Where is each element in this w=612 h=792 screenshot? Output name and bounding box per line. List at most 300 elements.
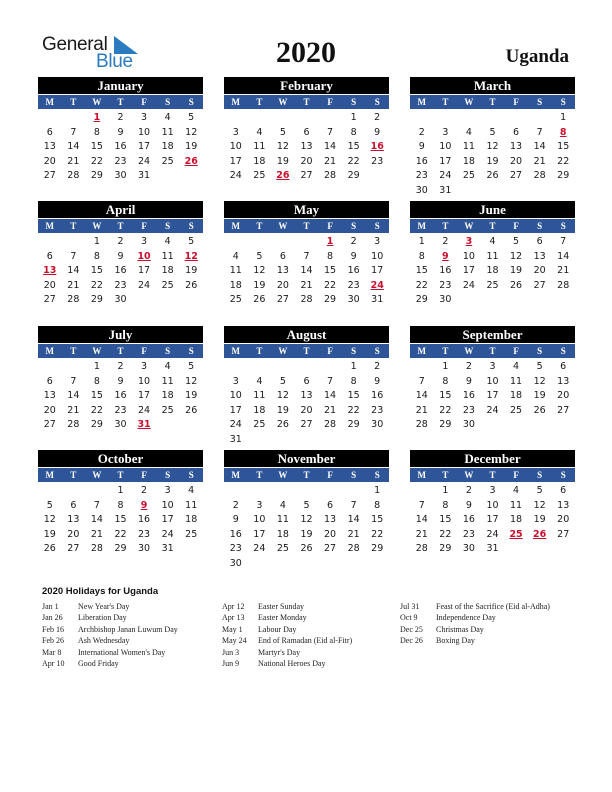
day-cell: 2: [350, 236, 357, 247]
day-cell: 22: [90, 155, 103, 167]
weekday-label: T: [303, 221, 310, 231]
day-cell: 13: [276, 265, 289, 277]
weekday-label: T: [489, 97, 496, 107]
day-cell: 6: [327, 499, 334, 511]
day-cell: 22: [324, 279, 337, 291]
day-cell: 17: [371, 265, 384, 277]
holiday-date: Jun 9: [222, 658, 240, 668]
weekday-label: T: [303, 470, 310, 480]
day-cell: 5: [513, 236, 520, 247]
weekday-label: F: [327, 470, 333, 480]
day-cell: 8: [117, 499, 124, 511]
day-cell: 15: [90, 141, 103, 153]
day-empty: [38, 360, 62, 375]
day-cell: 3: [489, 485, 496, 496]
month-january: [38, 77, 203, 184]
day-cell: 30: [114, 419, 127, 431]
day-empty: [271, 484, 295, 499]
holiday-name: Ash Wednesday: [78, 636, 130, 646]
day-cell: 27: [557, 528, 570, 540]
day-cell: 5: [489, 126, 496, 138]
holidays-column: [222, 601, 352, 669]
weekday-header: [410, 467, 575, 482]
weekday-label: T: [117, 97, 124, 107]
weekday-label: T: [442, 346, 449, 356]
month-august: [224, 326, 389, 448]
holiday-date: Jan 1: [42, 602, 59, 611]
day-cell: 28: [347, 543, 360, 555]
holiday-item: [42, 658, 178, 669]
day-cell: 13: [510, 141, 523, 153]
weekday-label: M: [231, 221, 241, 231]
day-cell: 29: [324, 294, 337, 306]
day-cell: 6: [46, 375, 53, 387]
day-cell: 30: [138, 543, 151, 555]
weekday-label: M: [417, 97, 427, 107]
holiday-name: Liberation Day: [78, 613, 127, 623]
weekday-label: T: [70, 470, 77, 480]
weekday-header: [410, 94, 575, 109]
weekday-label: F: [327, 97, 333, 107]
day-cell: 23: [462, 528, 475, 540]
day-cell: 18: [462, 155, 475, 167]
day-cell: 6: [560, 361, 567, 372]
day-empty: [318, 111, 342, 126]
day-empty: [504, 111, 528, 126]
weekday-header: [38, 94, 203, 109]
day-cell: 13: [300, 390, 313, 402]
day-cell: 17: [161, 514, 174, 526]
day-cell: 19: [510, 265, 523, 277]
day-cell: 11: [486, 250, 499, 262]
day-cell: 30: [114, 170, 127, 182]
weekday-label: S: [537, 221, 543, 231]
day-cell: 16: [114, 390, 127, 402]
day-empty: [318, 360, 342, 375]
day-cell: 2: [465, 485, 472, 496]
day-cell: 11: [510, 499, 523, 511]
holiday-date: Oct 9: [400, 613, 418, 623]
day-cell: 2: [442, 236, 449, 247]
day-cell: 19: [533, 514, 546, 526]
weekday-label: S: [165, 97, 171, 107]
day-cell: 7: [327, 126, 334, 138]
day-cell: 22: [347, 404, 360, 416]
holiday-item: [400, 624, 550, 635]
day-cell: 4: [256, 126, 263, 138]
day-cell: 30: [462, 543, 475, 555]
day-cell: 29: [371, 543, 384, 555]
weekday-label: M: [45, 221, 55, 231]
month-title: November: [224, 450, 389, 467]
weekday-header: [410, 343, 575, 358]
day-cell: 7: [70, 375, 77, 387]
day-cell: 23: [371, 404, 384, 416]
weekday-label: S: [165, 221, 171, 231]
weekday-label: M: [45, 97, 55, 107]
weekday-label: T: [442, 221, 449, 231]
day-cell: 24: [229, 170, 242, 182]
day-cell: 15: [371, 514, 384, 526]
day-cell: 18: [253, 404, 266, 416]
day-cell: 20: [300, 155, 313, 167]
holiday-item: [400, 612, 550, 623]
day-empty: [481, 111, 505, 126]
holiday-date: Mar 8: [42, 647, 62, 657]
day-cell: 26: [486, 170, 499, 182]
day-cell: 25: [185, 528, 198, 540]
day-empty: [38, 111, 62, 126]
day-cell: 30: [462, 419, 475, 431]
day-cell: 8: [442, 499, 449, 511]
day-cell: 10: [371, 250, 384, 262]
weekday-header: [224, 343, 389, 358]
day-cell: 5: [303, 499, 310, 511]
day-cell: 7: [536, 126, 543, 138]
weekday-label: T: [117, 221, 124, 231]
day-cell: 3: [489, 361, 496, 372]
day-cell: 31: [229, 433, 242, 445]
day-cell: 6: [303, 375, 310, 387]
day-cell: 25: [510, 404, 523, 416]
holidays-title: 2020 Holidays for Uganda: [42, 586, 159, 597]
day-cell: 9: [350, 250, 357, 262]
day-cell: 28: [557, 279, 570, 291]
day-cell: 2: [232, 499, 239, 511]
weekday-label: S: [165, 470, 171, 480]
day-cell: 23: [439, 279, 452, 291]
day-empty: [318, 484, 342, 499]
day-cell: 24: [462, 279, 475, 291]
weekday-label: S: [351, 470, 357, 480]
weekday-label: M: [45, 470, 55, 480]
day-cell: 28: [67, 170, 80, 182]
day-cell: 4: [232, 250, 239, 262]
weekday-label: T: [303, 97, 310, 107]
day-cell: 8: [350, 375, 357, 387]
day-cell: 14: [533, 141, 546, 153]
day-cell: 16: [462, 514, 475, 526]
holiday-item: [400, 601, 550, 612]
day-cell: 10: [486, 375, 499, 387]
day-cell: 21: [90, 528, 103, 540]
weekday-header: [410, 218, 575, 233]
day-empty: [62, 360, 86, 375]
day-empty: [38, 484, 62, 499]
day-cell-holiday: 16: [370, 141, 384, 153]
day-empty: [62, 235, 86, 250]
weekday-label: M: [417, 470, 427, 480]
day-cell: 12: [533, 375, 546, 387]
day-cell: 17: [229, 404, 242, 416]
day-cell: 16: [114, 265, 127, 277]
day-cell: 13: [533, 250, 546, 262]
day-cell: 4: [164, 236, 171, 247]
month-title: June: [410, 201, 575, 218]
day-cell: 21: [557, 265, 570, 277]
day-cell: 20: [324, 528, 337, 540]
weekday-label: T: [70, 97, 77, 107]
day-cell: 24: [229, 419, 242, 431]
day-cell: 11: [185, 499, 198, 511]
day-cell: 6: [513, 126, 520, 138]
day-cell: 2: [117, 112, 124, 123]
holiday-date: Jan 26: [42, 613, 63, 623]
day-grid: [224, 360, 389, 448]
day-cell: 1: [560, 112, 567, 123]
day-cell: 5: [536, 361, 543, 372]
day-cell: 18: [161, 265, 174, 277]
day-cell: 6: [70, 499, 77, 511]
day-cell: 11: [253, 141, 266, 153]
day-cell: 27: [43, 170, 56, 182]
day-cell: 21: [67, 404, 80, 416]
weekday-label: S: [351, 346, 357, 356]
day-cell: 8: [374, 499, 381, 511]
day-cell: 2: [374, 361, 381, 372]
weekday-label: S: [374, 470, 380, 480]
day-empty: [248, 235, 272, 250]
weekday-label: S: [560, 470, 566, 480]
weekday-label: S: [374, 346, 380, 356]
month-december: [410, 450, 575, 557]
day-empty: [457, 111, 481, 126]
day-empty: [38, 235, 62, 250]
day-cell: 12: [276, 141, 289, 153]
day-cell: 1: [418, 236, 425, 247]
day-cell: 1: [442, 485, 449, 496]
weekday-label: S: [374, 221, 380, 231]
day-grid: [410, 235, 575, 308]
day-cell: 31: [439, 184, 452, 196]
day-cell-holiday: 3: [465, 236, 473, 247]
day-cell: 28: [300, 294, 313, 306]
day-cell: 28: [415, 419, 428, 431]
day-cell: 14: [347, 514, 360, 526]
weekday-label: S: [374, 97, 380, 107]
weekday-label: W: [278, 97, 288, 107]
day-grid: [224, 484, 389, 572]
weekday-header: [38, 218, 203, 233]
day-cell: 11: [510, 375, 523, 387]
weekday-label: F: [513, 470, 519, 480]
weekday-label: M: [231, 97, 241, 107]
day-cell: 29: [347, 419, 360, 431]
day-cell: 10: [462, 250, 475, 262]
day-cell: 21: [67, 155, 80, 167]
day-cell: 8: [327, 250, 334, 262]
day-cell: 29: [90, 294, 103, 306]
day-cell: 9: [117, 126, 124, 138]
day-cell: 5: [188, 112, 195, 123]
day-cell: 19: [486, 155, 499, 167]
month-october: [38, 450, 203, 557]
day-cell: 15: [114, 514, 127, 526]
day-cell: 3: [232, 375, 239, 387]
weekday-label: S: [351, 221, 357, 231]
day-cell: 18: [161, 390, 174, 402]
day-cell: 30: [371, 419, 384, 431]
day-cell: 7: [70, 126, 77, 138]
day-cell: 29: [90, 170, 103, 182]
day-cell: 12: [253, 265, 266, 277]
day-cell: 6: [560, 485, 567, 496]
day-cell: 2: [141, 485, 148, 496]
day-cell-holiday: 24: [370, 279, 384, 291]
day-cell: 14: [90, 514, 103, 526]
holiday-name: National Heroes Day: [258, 658, 326, 668]
weekday-label: S: [560, 346, 566, 356]
weekday-label: T: [442, 97, 449, 107]
day-cell: 24: [486, 404, 499, 416]
month-title: October: [38, 450, 203, 467]
weekday-label: S: [351, 97, 357, 107]
holiday-item: [222, 612, 352, 623]
day-cell: 18: [229, 279, 242, 291]
day-cell: 31: [161, 543, 174, 555]
day-cell: 22: [90, 404, 103, 416]
day-empty: [224, 360, 248, 375]
brand-name-blue: Blue: [96, 51, 133, 72]
day-cell: 16: [462, 390, 475, 402]
day-cell: 3: [141, 112, 148, 123]
day-cell: 4: [513, 485, 520, 496]
weekday-label: W: [278, 470, 288, 480]
day-cell: 27: [43, 419, 56, 431]
weekday-label: T: [442, 470, 449, 480]
day-cell: 15: [439, 514, 452, 526]
day-cell: 18: [486, 265, 499, 277]
day-cell: 9: [374, 126, 381, 138]
day-cell-holiday: 1: [326, 236, 334, 247]
month-title: February: [224, 77, 389, 94]
weekday-label: F: [141, 470, 147, 480]
holiday-item: [42, 624, 178, 635]
day-cell: 26: [276, 419, 289, 431]
day-cell: 20: [43, 279, 56, 291]
weekday-label: S: [188, 97, 194, 107]
day-cell: 14: [300, 265, 313, 277]
day-cell: 27: [557, 404, 570, 416]
weekday-label: M: [417, 221, 427, 231]
day-empty: [410, 111, 434, 126]
day-cell: 27: [533, 279, 546, 291]
day-cell: 4: [164, 112, 171, 123]
month-march: [410, 77, 575, 199]
day-cell: 27: [324, 543, 337, 555]
day-cell: 5: [279, 375, 286, 387]
day-cell: 6: [536, 236, 543, 247]
day-empty: [271, 111, 295, 126]
day-cell: 15: [347, 141, 360, 153]
day-cell-holiday: 25: [509, 528, 523, 540]
calendar-year: 2020: [276, 36, 336, 69]
day-cell: 2: [418, 126, 425, 138]
day-cell: 17: [138, 141, 151, 153]
day-cell: 9: [418, 141, 425, 153]
day-cell: 28: [324, 419, 337, 431]
day-cell: 20: [557, 390, 570, 402]
holiday-date: Jul 31: [400, 602, 420, 611]
weekday-label: S: [560, 97, 566, 107]
weekday-label: F: [327, 221, 333, 231]
weekday-label: W: [92, 346, 102, 356]
weekday-label: T: [489, 221, 496, 231]
day-cell: 26: [43, 543, 56, 555]
day-cell: 14: [67, 141, 80, 153]
day-grid: [410, 484, 575, 557]
day-empty: [295, 484, 319, 499]
day-cell: 9: [232, 514, 239, 526]
day-cell: 4: [279, 499, 286, 511]
day-cell: 24: [439, 170, 452, 182]
day-cell: 11: [229, 265, 242, 277]
holiday-name: Independence Day: [436, 613, 496, 623]
day-cell: 30: [347, 294, 360, 306]
day-cell: 6: [303, 126, 310, 138]
weekday-label: W: [278, 221, 288, 231]
day-cell: 14: [557, 250, 570, 262]
weekday-label: T: [256, 97, 263, 107]
weekday-label: F: [141, 221, 147, 231]
day-grid: [38, 484, 203, 557]
day-cell: 10: [138, 375, 151, 387]
weekday-label: F: [327, 346, 333, 356]
holiday-date: Dec 25: [400, 624, 423, 634]
weekday-label: M: [231, 470, 241, 480]
day-cell: 4: [513, 361, 520, 372]
day-cell: 1: [93, 361, 100, 372]
holiday-name: Easter Sunday: [258, 602, 304, 611]
day-cell: 18: [276, 528, 289, 540]
month-may: [224, 201, 389, 308]
holiday-name: International Women's Day: [78, 647, 166, 657]
day-cell: 19: [276, 404, 289, 416]
day-cell: 26: [300, 543, 313, 555]
day-cell: 25: [161, 155, 174, 167]
day-empty: [248, 360, 272, 375]
day-cell: 21: [533, 155, 546, 167]
holiday-item: [222, 624, 352, 635]
day-cell: 3: [256, 499, 263, 511]
day-cell: 29: [439, 419, 452, 431]
day-cell-holiday: 9: [442, 250, 449, 262]
day-grid: [410, 111, 575, 199]
month-title: December: [410, 450, 575, 467]
weekday-label: T: [117, 470, 124, 480]
holiday-date: Apr 10: [42, 658, 65, 668]
day-cell: 4: [489, 236, 496, 247]
day-cell: 1: [93, 236, 100, 247]
weekday-label: S: [188, 221, 194, 231]
day-cell: 13: [557, 375, 570, 387]
day-cell: 24: [253, 543, 266, 555]
holiday-item: [42, 612, 178, 623]
day-cell: 27: [276, 294, 289, 306]
day-cell: 22: [90, 279, 103, 291]
weekday-label: T: [70, 346, 77, 356]
day-cell: 7: [350, 499, 357, 511]
holiday-name: Easter Monday: [258, 613, 307, 623]
day-cell: 15: [90, 390, 103, 402]
day-cell: 26: [185, 279, 198, 291]
day-cell: 1: [117, 485, 124, 496]
day-cell: 10: [229, 141, 242, 153]
day-cell: 1: [374, 485, 381, 496]
day-cell-holiday: 12: [184, 250, 198, 262]
day-cell: 3: [442, 126, 449, 138]
day-cell: 14: [415, 390, 428, 402]
